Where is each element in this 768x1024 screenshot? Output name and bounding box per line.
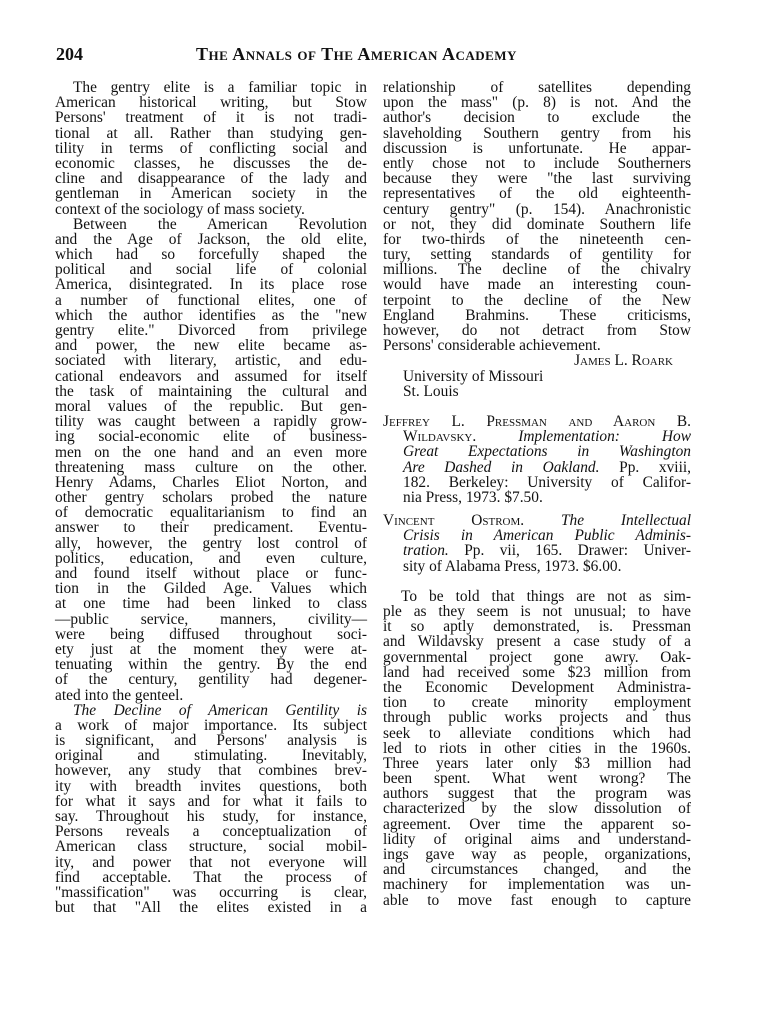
book-title-italic: The Decline of American Gentility is	[73, 701, 367, 719]
book-title: Great Expectations in Washington	[403, 443, 691, 461]
book-title: Implementation: How	[518, 428, 691, 446]
book-citation-line	[383, 528, 691, 543]
text-line: tional at all. Rather than studying gen-	[55, 124, 367, 142]
text-line: through public works projects and thus	[383, 709, 691, 727]
text-line: tion to create minority employment	[383, 694, 691, 712]
text-line: —public service, manners, civility—	[55, 610, 367, 628]
text-line: because they were "the last surviving	[383, 170, 691, 188]
book-citation-line	[383, 444, 691, 459]
text-line: ently chose not to include Southerners	[383, 154, 691, 172]
text-line	[55, 703, 367, 718]
text-line: tion in the Gilded Age. Values which	[55, 580, 367, 598]
book-pub: Pp. vii, 165. Drawer: Univer-	[464, 542, 691, 560]
running-title: The Annals of The American Academy	[196, 44, 517, 64]
text-line: or not, they did dominate Southern life	[383, 215, 691, 233]
text-line: and power, the new elite became as-	[55, 337, 367, 355]
book-citation-line	[383, 513, 691, 528]
text-line: ity with breadth invites questions, both	[55, 777, 367, 795]
text-line: America, disintegrated. In its place rose	[55, 276, 367, 294]
text-line: men on the one hand and an even more	[55, 443, 367, 461]
text-line: characterized by the slow dissolution of	[383, 800, 691, 818]
text-line: slaveholding Southern gentry from his	[383, 124, 691, 142]
text-line: American class structure, social mobil-	[55, 838, 367, 856]
text-line: American historical writing, but Stow	[55, 94, 367, 112]
text-line: political and social life of colonial	[55, 261, 367, 279]
text-line: lidity of original aims and understand-	[383, 830, 691, 848]
text-line: gentry elite." Divorced from privilege	[55, 322, 367, 339]
text-line: but that "All the elites existed in a	[55, 899, 367, 917]
text-line: seek to alleviate conditions which had	[383, 724, 691, 742]
text-line: moral values of the republic. But gen-	[55, 397, 367, 415]
text-line: the task of maintaining the cultural and	[55, 382, 367, 400]
book-title: tration.	[403, 542, 449, 560]
text-line: Henry Adams, Charles Eliot Norton, and	[55, 473, 367, 491]
text-line: terpoint to the decline of the New	[383, 291, 691, 309]
book-authors: Jeffrey L. Pressman and Aaron B.	[383, 412, 691, 430]
text-line: Persons' considerable achievement.	[383, 337, 601, 355]
left-column	[55, 80, 367, 915]
text-line: would have made an interesting coun-	[383, 276, 691, 294]
text-line: were being diffused throughout soci-	[55, 625, 367, 643]
text-line: a number of functional elites, one of	[55, 291, 367, 309]
text-line: led to riots in other cities in the 1960s.	[383, 739, 691, 757]
text-line: of the century, gentility had degener-	[55, 671, 367, 689]
text-line: is significant, and Persons' analysis is	[55, 732, 367, 750]
text-line: "massification" was occurring is clear,	[55, 883, 367, 901]
book-citation-line	[383, 460, 691, 475]
book-citation-line	[383, 429, 691, 444]
text-line: tility was caught between a rapidly grow-	[55, 413, 367, 431]
text-line: the Economic Development Administra-	[383, 678, 691, 696]
text-line: find acceptable. That the process of	[55, 868, 367, 886]
text-line: Persons' treatment of it is not tradi-	[55, 109, 367, 127]
reviewer-name: James L. Roark	[574, 352, 673, 370]
text-line: Three years later only $3 million had	[383, 754, 691, 772]
right-column	[383, 80, 691, 908]
text-line: answer to their predicament. Eventu-	[55, 519, 367, 537]
text-line: sociated with literary, artistic, and edu-	[55, 352, 367, 370]
text-line: say. Throughout his study, for instance,	[55, 808, 367, 825]
page-header	[56, 42, 712, 66]
text-line: for two-thirds of the nineteenth cen-	[383, 230, 691, 248]
text-line: ated into the genteel.	[55, 686, 184, 704]
text-line: and circumstances changed, and the	[383, 861, 691, 879]
text-line: cational endeavors and assumed for itself	[55, 367, 367, 385]
spacer	[383, 399, 691, 414]
text-line: and Wildavsky present a case study of a	[383, 633, 691, 651]
text-line: which had so forcefully shaped the	[55, 246, 367, 264]
text-line: The gentry elite is a familiar topic in	[73, 79, 367, 96]
text-line: governmental project gone awry. Oak-	[383, 648, 691, 666]
text-line: ing social-economic elite of business-	[55, 428, 367, 446]
text-line: representatives of the old eighteenth-	[383, 185, 691, 203]
text-line: land had received some $23 million from	[383, 663, 691, 681]
text-line: upon the mass" (p. 8) is not. And the	[383, 94, 691, 112]
text-line: tility in terms of conflicting social and	[55, 139, 367, 157]
text-line: threatening mass culture on the other.	[55, 458, 367, 476]
text-line: of democratic equalitarianism to find an	[55, 504, 367, 522]
text-line: other gentry scholars probed the nature	[55, 489, 367, 507]
text-line: millions. The decline of the chivalry	[383, 261, 691, 279]
book-citation-line: 182. Berkeley: University of Califor-	[403, 473, 691, 491]
text-line: context of the sociology of mass society.	[55, 200, 305, 218]
text-line: Persons reveals a conceptualization of	[55, 823, 367, 841]
text-line: been spent. What went wrong? The	[383, 770, 691, 788]
text-line: and found itself without place or func-	[55, 565, 367, 582]
text-line: authors suggest that the program was	[383, 785, 691, 803]
text-line: discussion is unfortunate. He appar-	[383, 139, 691, 157]
text-line: a work of major importance. Its subject	[55, 716, 367, 734]
page-number: 204	[56, 44, 83, 64]
text-line: Between the American Revolution	[73, 215, 367, 233]
text-line: gentleman in American society in the	[55, 185, 367, 203]
text-line: relationship of satellites depending	[383, 79, 691, 96]
text-line: tenuating within the gentry. By the end	[55, 656, 367, 674]
book-citation-line: sity of Alabama Press, 1973. $6.00.	[403, 557, 622, 575]
text-line: ally, however, the gentry lost control of	[55, 534, 367, 552]
text-line: economic classes, he discusses the de-	[55, 154, 367, 172]
book-title: Are Dashed in Oakland.	[403, 458, 600, 476]
text-line: ity, and power that not everyone will	[55, 853, 367, 871]
book-authors: Vincent Ostrom.	[383, 512, 525, 530]
text-line: for what it says and for what it fails to	[55, 792, 367, 810]
text-line: England Brahmins. These criticisms,	[383, 306, 691, 324]
text-line: tury, setting standards of gentility for	[383, 246, 691, 264]
text-line: agreement. Over time the apparent so-	[383, 815, 691, 833]
book-pub: Pp. xviii,	[619, 458, 691, 476]
text-line: at one time had been linked to class	[55, 595, 367, 613]
text-line: ple as they seem is not unusual; to have	[383, 603, 691, 620]
book-authors: Wildavsky.	[403, 428, 477, 446]
text-line: however, do not detract from Stow	[383, 322, 691, 339]
text-line: cline and disappearance of the lady and	[55, 170, 367, 188]
book-citation-line: nia Press, 1973. $7.50.	[403, 488, 543, 506]
spacer	[383, 574, 691, 589]
text-line: machinery for implementation was un-	[383, 876, 691, 894]
text-line: To be told that things are not as sim-	[401, 587, 691, 605]
reviewer-affiliation: University of Missouri	[403, 367, 544, 385]
text-line: century gentry" (p. 154). Anachronistic	[383, 200, 691, 218]
text-line: ety just at the moment they were at-	[55, 640, 367, 658]
book-citation-line	[383, 414, 691, 429]
text-line: ings gave way as people, organizations,	[383, 846, 691, 863]
text-line: it so aptly demonstrated, is. Pressman	[383, 618, 691, 636]
book-title: The Intellectual	[560, 512, 691, 530]
text-line: which the author identifies as the "new	[55, 306, 367, 324]
book-title: Crisis in American Public Adminis-	[403, 527, 691, 545]
text-line: and the Age of Jackson, the old elite,	[55, 230, 367, 248]
text-line: original and stimulating. Inevitably,	[55, 747, 367, 765]
text-line: however, any study that combines brev-	[55, 762, 367, 780]
text-line: able to move fast enough to capture	[383, 891, 691, 909]
book-citation-line	[383, 543, 691, 558]
text-line: politics, education, and even culture,	[55, 549, 367, 567]
reviewer-affiliation: St. Louis	[403, 382, 459, 400]
text-line: author's decision to exclude the	[383, 109, 691, 127]
